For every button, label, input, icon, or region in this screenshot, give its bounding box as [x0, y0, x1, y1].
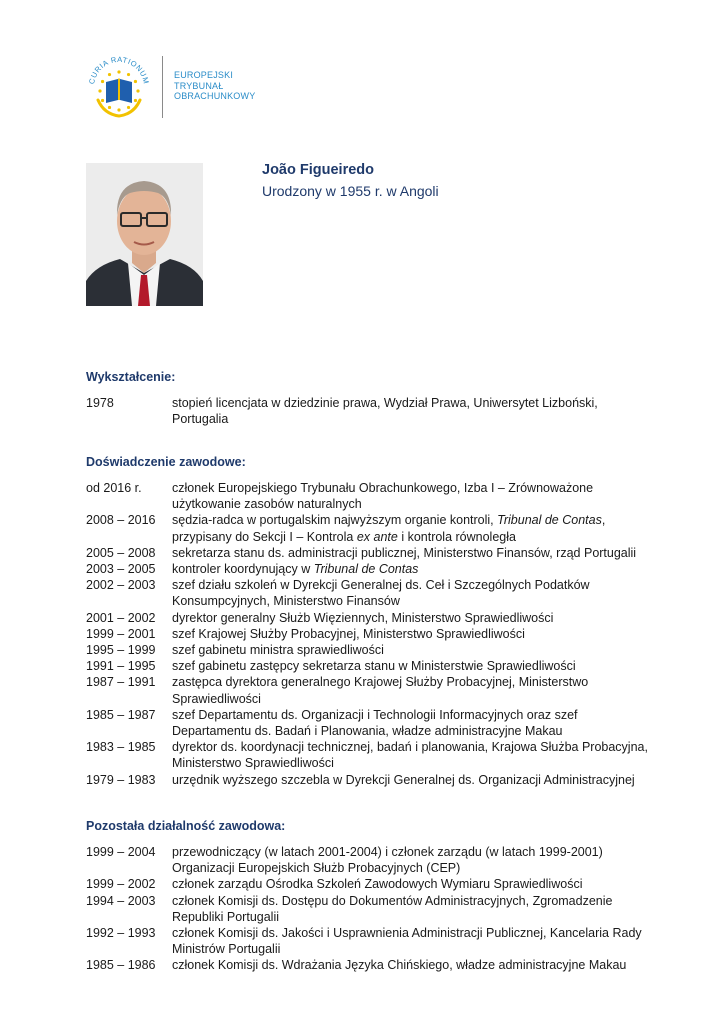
- timeline-row: [86, 512, 656, 544]
- timeline-period: 1978: [86, 396, 114, 410]
- eca-logo: [82, 50, 262, 124]
- description-italic: ex ante: [356, 529, 398, 544]
- timeline-row: [86, 674, 656, 706]
- other-activity-heading: Pozostała działalność zawodowa:: [86, 819, 286, 833]
- description-text: urzędnik wyższego szczebla w Dyrekcji Generalnej ds. Organizacji Administracyjnej: [172, 772, 635, 787]
- eca-seal-icon: [82, 50, 156, 124]
- timeline-period: 1999 – 2004: [86, 845, 156, 859]
- timeline-row: [86, 545, 656, 561]
- other-activity-list: [86, 844, 656, 974]
- timeline-row: [86, 739, 656, 771]
- description-text: sekretarza stanu ds. administracji publicznej, Ministerstwo Finansów, rząd Portugalii: [172, 545, 637, 560]
- person-name: João Figueiredo: [262, 162, 374, 178]
- timeline-period: 2008 – 2016: [86, 513, 156, 528]
- description-text: szef gabinetu zastępcy sekretarza stanu w Ministerstwie Sprawiedliwości: [172, 659, 576, 674]
- logo-line-1: EUROPEJSKI: [174, 70, 234, 80]
- timeline-period: 1985 – 1987: [86, 707, 156, 722]
- education-heading: Wykształcenie:: [86, 370, 176, 384]
- portrait-photo: [86, 163, 203, 306]
- timeline-period: 1999 – 2001: [86, 626, 156, 641]
- timeline-row: [86, 772, 656, 788]
- timeline-description: [172, 674, 656, 706]
- timeline-row: [86, 893, 656, 925]
- timeline-period: 2001 – 2002: [86, 610, 156, 625]
- timeline-row: [86, 957, 656, 973]
- logo-line-3: OBRACHUNKOWY: [174, 91, 256, 101]
- timeline-row: [86, 642, 656, 658]
- timeline-period: 1994 – 2003: [86, 893, 156, 908]
- timeline-period: 1999 – 2002: [86, 877, 156, 892]
- timeline-row: [86, 561, 656, 577]
- timeline-period: 1985 – 1986: [86, 958, 156, 973]
- timeline-period: 1979 – 1983: [86, 772, 156, 787]
- timeline-row: [86, 707, 656, 739]
- svg-text:CURIA RATIONUM: CURIA RATIONUM: [87, 54, 151, 85]
- timeline-description: [172, 642, 656, 658]
- description-text: dyrektor generalny Służb Więziennych, Ministerstwo Sprawiedliwości: [172, 610, 554, 625]
- description-text: członek Europejskiego Trybunału Obrachunkowego, Izba I – Zrównoważone użytkowanie zasobów naturalnych: [172, 481, 594, 512]
- description-text: członek Komisji ds. Dostępu do Dokumentów Administracyjnych, Zgromadzenie Republiki Portugalii: [172, 893, 613, 924]
- timeline-period: 1983 – 1985: [86, 740, 156, 755]
- logo-wordmark: [174, 70, 255, 102]
- description-text: szef Departamentu ds. Organizacji i Technologii Informacyjnych oraz szef Departamentu ds. Badań i Planowania, władze administracyjne Makau: [172, 707, 578, 739]
- description-text: szef gabinetu ministra sprawiedliwości: [172, 643, 384, 658]
- timeline-row: [86, 844, 656, 876]
- experience-heading: Doświadczenie zawodowe:: [86, 455, 246, 469]
- timeline-row: [86, 876, 656, 892]
- education-section: [86, 369, 656, 427]
- timeline-description: [172, 844, 656, 876]
- description-text: sędzia-radca w portugalskim najwyższym organie kontroli,: [172, 513, 498, 528]
- description-text: , przypisany do Sekcji I – Kontrola: [172, 513, 606, 544]
- timeline-period: od 2016 r.: [86, 481, 142, 495]
- timeline-description: [172, 893, 656, 925]
- timeline-description: [172, 395, 656, 427]
- timeline-row: [86, 610, 656, 626]
- timeline-row: [86, 658, 656, 674]
- timeline-description: [172, 957, 656, 973]
- timeline-period: 1987 – 1991: [86, 675, 156, 690]
- description-italic: Tribunal de Contas: [497, 513, 602, 528]
- person-born: Urodzony w 1955 r. w Angoli: [262, 183, 439, 199]
- timeline-description: [172, 925, 656, 957]
- timeline-description: [172, 658, 656, 674]
- description-text: członek zarządu Ośrodka Szkoleń Zawodowych Wymiaru Sprawiedliwości: [172, 877, 583, 892]
- description-text: i kontrola równoległa: [397, 529, 516, 544]
- logo-divider: [162, 56, 163, 118]
- timeline-description: [172, 561, 656, 577]
- timeline-description: [172, 707, 656, 739]
- timeline-period: 1991 – 1995: [86, 659, 156, 674]
- description-text: dyrektor ds. koordynacji technicznej, badań i planowania, Krajowa Służba Probacyjna, Ministerstwo Sprawiedliwości: [172, 740, 648, 771]
- timeline-description: [172, 545, 656, 561]
- experience-list: [86, 480, 656, 788]
- timeline-period: 2002 – 2003: [86, 578, 156, 593]
- description-text: kontroler koordynujący w: [172, 562, 314, 577]
- timeline-period: 1992 – 1993: [86, 926, 156, 941]
- timeline-row: [86, 925, 656, 957]
- other-activity-section: [86, 818, 656, 974]
- timeline-row: [86, 480, 656, 512]
- description-text: członek Komisji ds. Wdrażania Języka Chińskiego, władze administracyjne Makau: [172, 958, 627, 973]
- timeline-description: [172, 480, 656, 512]
- timeline-description: [172, 739, 656, 771]
- timeline-description: [172, 577, 656, 609]
- description-italic: Tribunal de Contas: [313, 562, 419, 577]
- timeline-description: [172, 626, 656, 642]
- timeline-description: [172, 610, 656, 626]
- experience-section: [86, 454, 656, 788]
- description-text: przewodniczący (w latach 2001-2004) i członek zarządu (w latach 1999-2001) Organizacji Europejskich Służb Probacyjnych (CEP): [172, 845, 603, 876]
- description-text: szef działu szkoleń w Dyrekcji Generalnej ds. Ceł i Szczególnych Podatków Konsumpcyjnych, Ministerstwo Finansów: [172, 578, 590, 609]
- education-list: [86, 395, 656, 427]
- description-text: szef Krajowej Służby Probacyjnej, Ministerstwo Sprawiedliwości: [172, 626, 525, 641]
- description-text: członek Komisji ds. Jakości i Usprawnienia Administracji Publicznej, Kancelaria Rady Ministrów Portugalii: [172, 926, 642, 957]
- timeline-row: [86, 395, 656, 427]
- timeline-period: 2005 – 2008: [86, 545, 156, 560]
- timeline-description: [172, 772, 656, 788]
- timeline-description: [172, 512, 656, 544]
- timeline-period: 2003 – 2005: [86, 562, 156, 577]
- timeline-row: [86, 577, 656, 609]
- timeline-period: 1995 – 1999: [86, 643, 156, 658]
- timeline-description: [172, 876, 656, 892]
- description-text: stopień licencjata w dziedzinie prawa, Wydział Prawa, Uniwersytet Lizboński, Portugalia: [172, 396, 598, 427]
- timeline-row: [86, 626, 656, 642]
- logo-line-2: TRYBUNAŁ: [174, 80, 224, 91]
- description-text: zastępca dyrektora generalnego Krajowej Służby Probacyjnej, Ministerstwo Sprawiedliwości: [172, 675, 589, 706]
